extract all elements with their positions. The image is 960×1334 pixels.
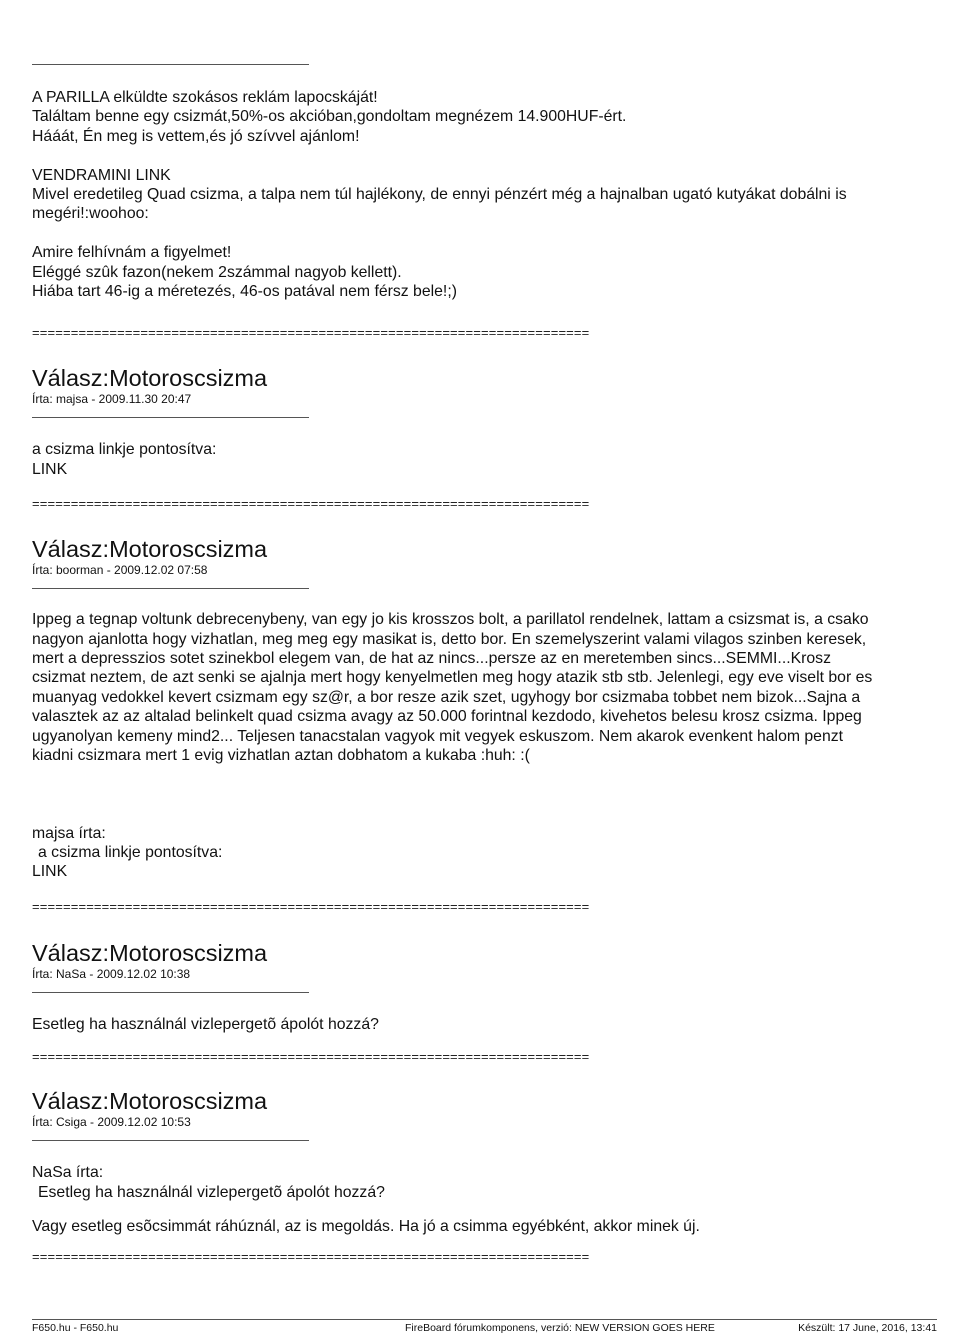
post-body-line: kiadni csizmara mert 1 evig vizhatlan aztan dobhatom a kukaba :huh: :(	[32, 747, 530, 765]
post-separator: ========================================================================	[32, 1249, 590, 1265]
post-body-line: nagyon ajanlotta hogy vizhatlan, meg meg egy masikat is, detto bor. En szemelyszerint valami vilagos szinben keresek,	[32, 630, 867, 648]
warning-line: Eléggé szûk fazon(nekem 2számmal nagyob kellett).	[32, 263, 402, 281]
post-body-line: csizmat neztem, de azt senki se ajalnja mert hogy kenyelmetlen meg hogy atazik stb stb. Jelenlegi, egy eve viselt bor es	[32, 669, 873, 687]
intro-line: A PARILLA elküldte szokásos reklám lapocskáját!	[32, 89, 378, 106]
post-body-line: valasztek az az altalad belinkelt quad csizma avagy az 50.000 forintnal kezdodo, kivehetos belesu krosz csizma. Ippeg	[32, 708, 862, 726]
post-meta: Írta: majsa - 2009.11.30 20:47	[32, 392, 192, 407]
post-meta: Írta: NaSa - 2009.12.02 10:38	[32, 966, 191, 981]
post-body	[32, 1015, 937, 1034]
footer-created: Készült: 17 June, 2016, 13:41	[798, 1322, 937, 1334]
link[interactable]: LINK	[32, 460, 68, 478]
post-rule	[32, 1140, 309, 1141]
post-body-line: a csizma linkje pontosítva:	[32, 441, 217, 459]
post-title: Válasz:Motoroscsizma	[32, 365, 268, 392]
post-body-line: Esetleg ha használnál vizlepergetõ ápolót hozzá?	[32, 1015, 379, 1033]
post-separator: ========================================================================	[32, 325, 590, 341]
post-body	[32, 1217, 937, 1236]
top-rule	[32, 64, 309, 65]
quote-block	[32, 1163, 937, 1202]
post-body-line: mert a depresszios sotet szinekbol elegem van, de hat az nincs...persze az en meretemben sincs...SEMMI...Krosz	[32, 650, 831, 668]
vendramini-link[interactable]: VENDRAMINI LINK	[32, 166, 171, 184]
post-title: Válasz:Motoroscsizma	[32, 1088, 268, 1115]
post-rule	[32, 992, 309, 993]
intro-paragraph-line: megéri!:woohoo:	[32, 205, 149, 223]
intro-paragraph-line: Mivel eredetileg Quad csizma, a talpa nem túl hajlékony, de ennyi pénzért még a hajnalban ugató kutyákat dobálni is	[32, 186, 847, 204]
post-body-line: ugyanolyan kemeny mind2... Teljesen tanacstalan vagyok mit vegyek eskuszom. Nem akarok evenkent halom penzt	[32, 727, 844, 745]
footer-component: FireBoard fórumkomponens, verzió: NEW VERSION GOES HERE	[405, 1322, 715, 1334]
post-rule	[32, 588, 309, 589]
post-title: Válasz:Motoroscsizma	[32, 536, 268, 563]
post-separator: ========================================================================	[32, 1049, 590, 1065]
post-separator: ========================================================================	[32, 898, 590, 914]
intro-line: Hááát, Én meg is vettem,és jó szívvel ajánlom!	[32, 127, 360, 145]
post-separator: ========================================================================	[32, 496, 590, 512]
forum-thread-page	[32, 0, 937, 1264]
post-body	[32, 440, 937, 479]
post-rule	[32, 417, 309, 418]
quote-author: majsa írta:	[32, 824, 106, 842]
footer-site: F650.hu - F650.hu	[32, 1322, 119, 1334]
link[interactable]: LINK	[32, 863, 68, 881]
post-body-line: Ippeg a tegnap voltunk debrecenybeny, van egy jo kis krosszos bolt, a parillatol rendelnek, lattam a csizsmat is, a csako	[32, 611, 869, 629]
quote-line: a csizma linkje pontosítva:	[38, 843, 223, 861]
post-body-line: muanyag vedokkel kevert csizmam egy sz@r, a bor resze azik szet, ugyhogy bor csizmaba tobbet nem bizok...Sajna a	[32, 688, 861, 706]
warning-line: Amire felhívnám a figyelmet!	[32, 244, 232, 262]
post-body	[32, 610, 937, 765]
warning-line: Hiába tart 46-ig a méretezés, 46-os patával nem férsz bele!;)	[32, 283, 457, 301]
post-title: Válasz:Motoroscsizma	[32, 939, 268, 966]
intro-post-body	[32, 88, 937, 301]
post-meta: Írta: boorman - 2009.12.02 07:58	[32, 563, 208, 578]
intro-line: Találtam benne egy csizmát,50%-os akcióban,gondoltam megnézem 14.900HUF-ért.	[32, 108, 627, 126]
quote-line: Esetleg ha használnál vizlepergetõ ápolót hozzá?	[38, 1183, 385, 1201]
post-body-line: Vagy esetleg esõcsimmát ráhúznál, az is megoldás. Ha jó a csimma egyébként, akkor minek új.	[32, 1217, 700, 1235]
post-meta: Írta: Csiga - 2009.12.02 10:53	[32, 1115, 191, 1130]
quote-author: NaSa írta:	[32, 1164, 104, 1182]
page-footer	[32, 1319, 937, 1333]
quote-block	[32, 824, 937, 882]
